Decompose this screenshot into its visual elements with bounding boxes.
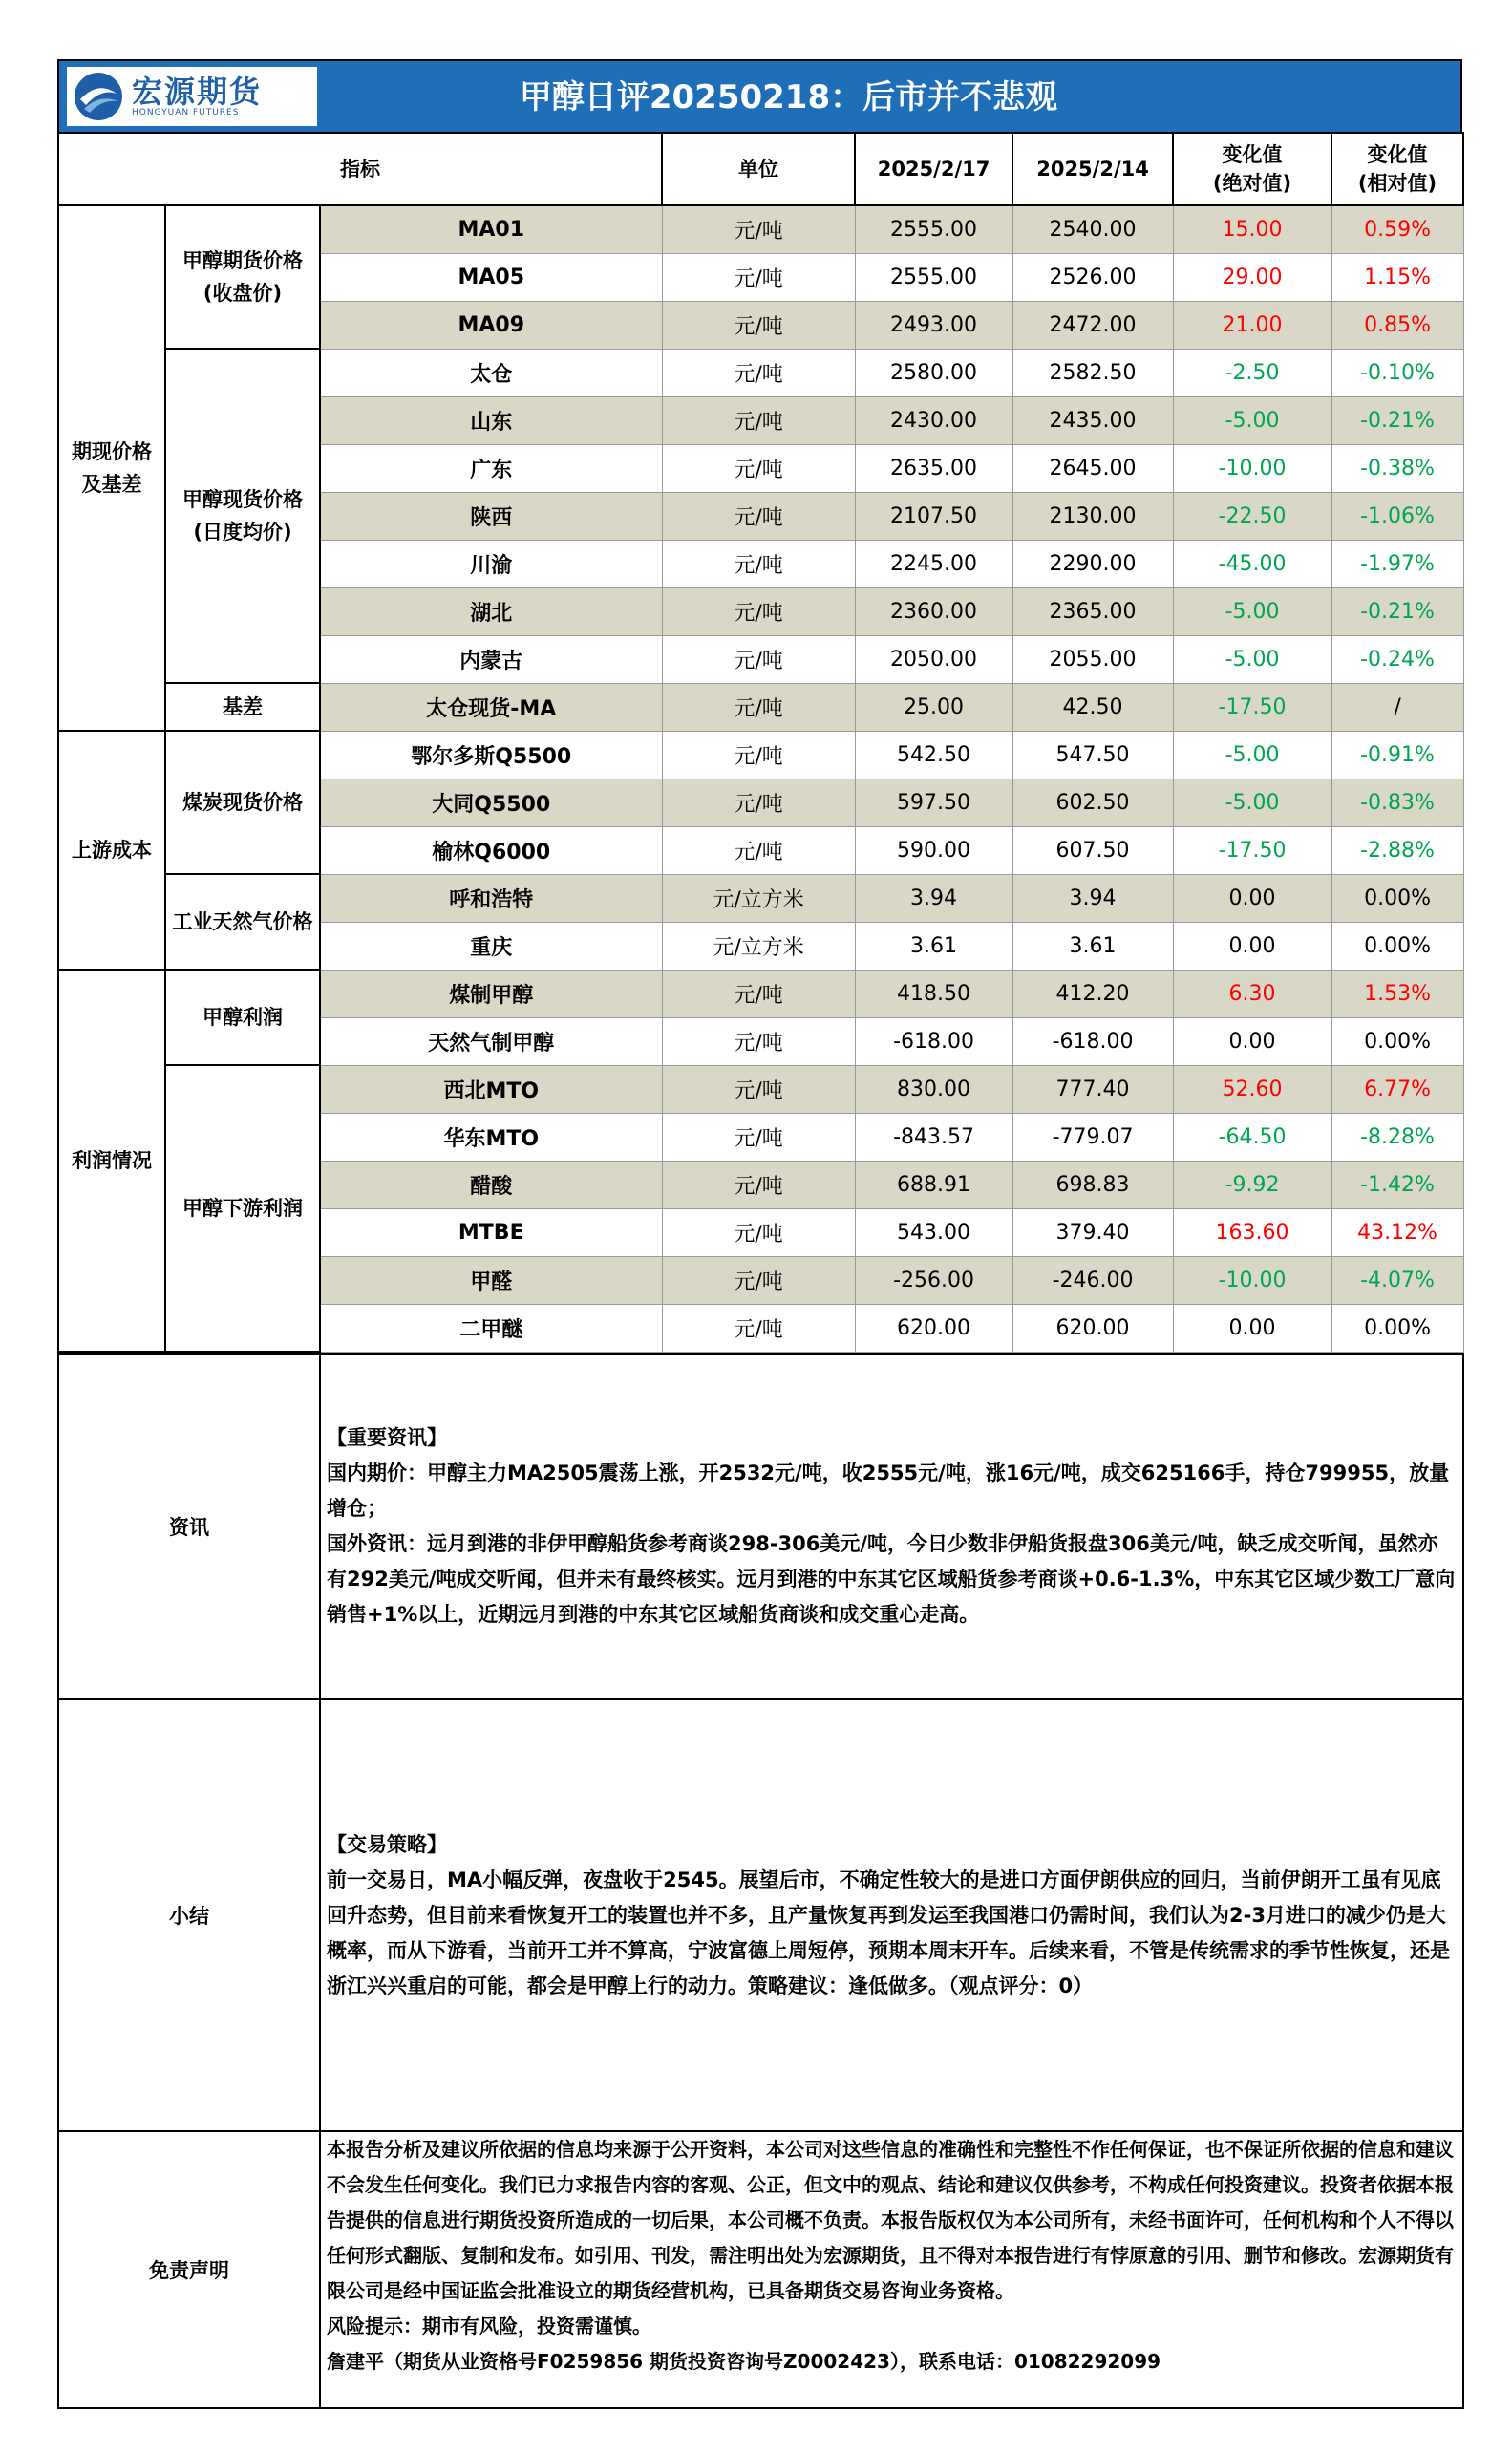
cell-value-1: 418.50 [855, 970, 1012, 1017]
cell-name: 天然气制甲醇 [320, 1017, 662, 1065]
subcat-coal-price: 煤炭现货价格 [165, 731, 320, 874]
news-paragraph-2: 国外资讯：远月到港的非伊甲醇船货参考商谈298-306美元/吨，今日少数非伊船货报盘306美元/吨，缺乏成交听闻，虽然亦有292美元/吨成交听闻，但并未有最终核实。远月到港的中东其它区域船货参考商谈+0.6-1.3%，中东其它区域少数工厂意向销售+1%以上，近期远月到港的中东其它区域船货商谈和成交重心走高。 [327, 1532, 1456, 1626]
news-label: 资讯 [58, 1354, 320, 1699]
cell-change-abs: 163.60 [1173, 1208, 1331, 1256]
analyst-info: 詹建平（期货从业资格号F0259856 期货投资咨询号Z0002423），联系电话：01082292099 [327, 2350, 1161, 2373]
cell-value-1: 590.00 [855, 826, 1012, 874]
cell-name: 华东MTO [320, 1113, 662, 1161]
cell-change-rel: 0.59% [1331, 205, 1463, 253]
cell-name: 甲醛 [320, 1256, 662, 1304]
cell-unit: 元/吨 [662, 1208, 855, 1256]
cell-unit: 元/吨 [662, 683, 855, 731]
cell-change-rel: 6.77% [1331, 1065, 1463, 1113]
cell-name: 湖北 [320, 587, 662, 635]
cell-unit: 元/吨 [662, 1113, 855, 1161]
cell-change-rel: 0.00% [1331, 1304, 1463, 1352]
cell-value-1: 2555.00 [855, 205, 1012, 253]
cell-name: 西北MTO [320, 1065, 662, 1113]
cell-name: 川渝 [320, 540, 662, 587]
news-body [320, 1354, 1463, 1699]
cell-value-1: 3.61 [855, 922, 1012, 970]
cell-value-1: 25.00 [855, 683, 1012, 731]
cell-value-1: 2360.00 [855, 587, 1012, 635]
cell-change-abs: -5.00 [1173, 587, 1331, 635]
cell-value-1: -618.00 [855, 1017, 1012, 1065]
cell-name: 内蒙古 [320, 635, 662, 683]
cell-change-rel: -1.97% [1331, 540, 1463, 587]
cell-unit: 元/立方米 [662, 922, 855, 970]
cell-unit: 元/吨 [662, 205, 855, 253]
cell-change-abs: -5.00 [1173, 635, 1331, 683]
cell-value-1: 620.00 [855, 1304, 1012, 1352]
disclaimer-body [320, 2131, 1463, 2408]
cell-change-rel: -0.21% [1331, 587, 1463, 635]
cell-value-2: 3.94 [1012, 874, 1173, 922]
cell-unit: 元/吨 [662, 826, 855, 874]
cell-change-abs: -2.50 [1173, 349, 1331, 396]
news-paragraph-1: 国内期价：甲醇主力MA2505震荡上涨，开2532元/吨，收2555元/吨，涨16元/吨，成交625166手，持仓799955，放量增仓； [327, 1462, 1450, 1520]
cell-unit: 元/立方米 [662, 874, 855, 922]
cell-unit: 元/吨 [662, 444, 855, 492]
cell-unit: 元/吨 [662, 1256, 855, 1304]
cell-change-abs: -45.00 [1173, 540, 1331, 587]
cell-change-abs: -17.50 [1173, 826, 1331, 874]
cell-change-abs: 0.00 [1173, 874, 1331, 922]
cell-change-rel: -0.83% [1331, 779, 1463, 826]
cell-change-abs: -5.00 [1173, 731, 1331, 779]
cell-value-2: 777.40 [1012, 1065, 1173, 1113]
cell-change-abs: 29.00 [1173, 253, 1331, 301]
cell-change-abs: -5.00 [1173, 779, 1331, 826]
cell-unit: 元/吨 [662, 396, 855, 444]
cell-name: 呼和浩特 [320, 874, 662, 922]
cell-name: 重庆 [320, 922, 662, 970]
cell-change-rel: 0.00% [1331, 1017, 1463, 1065]
subcat-methanol-profit: 甲醇利润 [165, 970, 320, 1065]
cell-unit: 元/吨 [662, 1304, 855, 1352]
cell-name: 陕西 [320, 492, 662, 540]
cell-change-abs: 0.00 [1173, 1304, 1331, 1352]
cell-value-1: 2050.00 [855, 635, 1012, 683]
cell-unit: 元/吨 [662, 587, 855, 635]
cell-change-abs: -64.50 [1173, 1113, 1331, 1161]
cell-unit: 元/吨 [662, 970, 855, 1017]
cell-name: 广东 [320, 444, 662, 492]
cell-name: MA01 [320, 205, 662, 253]
cell-value-2: 379.40 [1012, 1208, 1173, 1256]
brand-name: 宏源期货 [132, 74, 263, 110]
cell-change-abs: -17.50 [1173, 683, 1331, 731]
cell-change-rel: -0.10% [1331, 349, 1463, 396]
cell-change-rel: -8.28% [1331, 1113, 1463, 1161]
cell-value-1: 2580.00 [855, 349, 1012, 396]
category-upstream-cost: 上游成本 [58, 731, 165, 970]
cell-name: 鄂尔多斯Q5500 [320, 731, 662, 779]
cell-value-1: 2245.00 [855, 540, 1012, 587]
cell-value-1: 543.00 [855, 1208, 1012, 1256]
cell-value-2: 2055.00 [1012, 635, 1173, 683]
cell-value-1: 2430.00 [855, 396, 1012, 444]
cell-name: 二甲醚 [320, 1304, 662, 1352]
cell-change-abs: -22.50 [1173, 492, 1331, 540]
cell-value-2: 620.00 [1012, 1304, 1173, 1352]
header-date1: 2025/2/17 [855, 133, 1012, 205]
table-row [58, 683, 1463, 731]
cell-unit: 元/吨 [662, 1017, 855, 1065]
cell-value-2: 2130.00 [1012, 492, 1173, 540]
header-date2: 2025/2/14 [1012, 133, 1173, 205]
cell-value-1: 3.94 [855, 874, 1012, 922]
disclaimer-paragraph: 本报告分析及建议所依据的信息均来源于公开资料，本公司对这些信息的准确性和完整性不作任何保证，也不保证所依据的信息和建议不会发生任何变化。我们已力求报告内容的客观、公正，但文中的观点、结论和建议仅供参考，不构成任何投资建议。投资者依据本报告提供的信息进行期货投资所造成的一切后果，本公司概不负责。本报告版权仅为本公司所有，未经书面许可，任何机构和个人不得以任何形式翻版、复制和发布。如引用、刊发，需注明出处为宏源期货，且不得对本报告进行有悖原意的引用、删节和修改。宏源期货有限公司是经中国证监会批准设立的期货经营机构，已具备期货交易咨询业务资格。 [327, 2138, 1454, 2302]
table-row [58, 1065, 1463, 1113]
cell-value-1: 542.50 [855, 731, 1012, 779]
news-heading: 【重要资讯】 [327, 1426, 447, 1449]
cell-unit: 元/吨 [662, 349, 855, 396]
cell-change-rel: / [1331, 683, 1463, 731]
cell-value-2: 3.61 [1012, 922, 1173, 970]
cell-unit: 元/吨 [662, 1161, 855, 1208]
cell-value-2: 602.50 [1012, 779, 1173, 826]
cell-value-2: 2435.00 [1012, 396, 1173, 444]
cell-change-rel: -1.06% [1331, 492, 1463, 540]
cell-change-rel: 43.12% [1331, 1208, 1463, 1256]
cell-change-abs: 52.60 [1173, 1065, 1331, 1113]
cell-value-1: 2107.50 [855, 492, 1012, 540]
cell-value-1: 2493.00 [855, 301, 1012, 349]
cell-change-abs: -9.92 [1173, 1161, 1331, 1208]
cell-unit: 元/吨 [662, 1065, 855, 1113]
subcat-spot-price: 甲醇现货价格 (日度均价) [165, 349, 320, 683]
header-row [58, 133, 1463, 205]
subcat-gas-price: 工业天然气价格 [165, 874, 320, 970]
cell-name: 太仓现货-MA [320, 683, 662, 731]
cell-value-2: 2526.00 [1012, 253, 1173, 301]
cell-value-2: 607.50 [1012, 826, 1173, 874]
cell-value-2: 412.20 [1012, 970, 1173, 1017]
cell-change-abs: 0.00 [1173, 922, 1331, 970]
summary-row [58, 1699, 1463, 2131]
cell-change-abs: 0.00 [1173, 1017, 1331, 1065]
cell-unit: 元/吨 [662, 540, 855, 587]
cell-value-2: -246.00 [1012, 1256, 1173, 1304]
header-chg-abs: 变化值 (绝对值) [1173, 133, 1331, 205]
brand-name-en: HONGYUAN FUTURES [132, 108, 240, 117]
text-table [57, 1353, 1464, 2409]
cell-value-1: 2555.00 [855, 253, 1012, 301]
cell-value-2: 547.50 [1012, 731, 1173, 779]
header-unit: 单位 [662, 133, 855, 205]
cell-value-2: 698.83 [1012, 1161, 1173, 1208]
cell-unit: 元/吨 [662, 253, 855, 301]
cell-name: MA05 [320, 253, 662, 301]
subcat-basis: 基差 [165, 683, 320, 731]
cell-change-rel: 0.00% [1331, 874, 1463, 922]
cell-change-abs: 6.30 [1173, 970, 1331, 1017]
cell-name: 大同Q5500 [320, 779, 662, 826]
cell-change-rel: -4.07% [1331, 1256, 1463, 1304]
cell-value-2: -618.00 [1012, 1017, 1173, 1065]
cell-change-rel: 1.53% [1331, 970, 1463, 1017]
summary-label: 小结 [58, 1699, 320, 2131]
cell-change-rel: 1.15% [1331, 253, 1463, 301]
cell-change-rel: 0.00% [1331, 922, 1463, 970]
cell-value-1: -843.57 [855, 1113, 1012, 1161]
cell-value-1: -256.00 [855, 1256, 1012, 1304]
header-chg-rel: 变化值 (相对值) [1331, 133, 1463, 205]
report-sheet [57, 59, 1462, 2409]
header-indicator: 指标 [58, 133, 662, 205]
cell-value-2: 2472.00 [1012, 301, 1173, 349]
cell-change-abs: -10.00 [1173, 444, 1331, 492]
cell-name: MA09 [320, 301, 662, 349]
cell-value-2: -779.07 [1012, 1113, 1173, 1161]
cell-unit: 元/吨 [662, 492, 855, 540]
disclaimer-label: 免责声明 [58, 2131, 320, 2408]
cell-name: 山东 [320, 396, 662, 444]
cell-value-1: 2635.00 [855, 444, 1012, 492]
news-row [58, 1354, 1463, 1699]
cell-change-abs: -10.00 [1173, 1256, 1331, 1304]
cell-value-2: 42.50 [1012, 683, 1173, 731]
cell-change-rel: -0.38% [1331, 444, 1463, 492]
cell-change-rel: 0.85% [1331, 301, 1463, 349]
cell-value-1: 597.50 [855, 779, 1012, 826]
cell-value-2: 2290.00 [1012, 540, 1173, 587]
table-row [58, 349, 1463, 396]
cell-name: MTBE [320, 1208, 662, 1256]
risk-notice: 风险提示：期市有风险，投资需谨慎。 [327, 2315, 651, 2338]
title-bar [57, 59, 1462, 132]
summary-body [320, 1699, 1463, 2131]
cell-name: 醋酸 [320, 1161, 662, 1208]
cell-change-abs: -5.00 [1173, 396, 1331, 444]
page-title: 甲醇日评20250218：后市并不悲观 [519, 78, 1058, 117]
cell-name: 榆林Q6000 [320, 826, 662, 874]
cell-value-2: 2645.00 [1012, 444, 1173, 492]
cell-value-2: 2365.00 [1012, 587, 1173, 635]
cell-name: 煤制甲醇 [320, 970, 662, 1017]
cell-change-rel: -0.21% [1331, 396, 1463, 444]
category-profit: 利润情况 [58, 970, 165, 1352]
table-row [58, 874, 1463, 922]
cell-value-1: 830.00 [855, 1065, 1012, 1113]
cell-value-2: 2540.00 [1012, 205, 1173, 253]
cell-change-abs: 15.00 [1173, 205, 1331, 253]
summary-paragraph: 前一交易日，MA小幅反弹，夜盘收于2545。展望后市，不确定性较大的是进口方面伊朗供应的回归，当前伊朗开工虽有见底回升态势，但目前来看恢复开工的装置也并不多，且产量恢复再到发运至我国港口仍需时间，我们认为2-3月进口的减少仍是大概率，而从下游看，当前开工并不算高，宁波富德上周短停，预期本周末开车。后续来看，不管是传统需求的季节性恢复，还是浙江兴兴重启的可能，都会是甲醇上行的动力。策略建议：逢低做多。（观点评分：0） [327, 1868, 1450, 1997]
cell-unit: 元/吨 [662, 635, 855, 683]
cell-change-rel: -0.24% [1331, 635, 1463, 683]
category-price-basis: 期现价格 及基差 [58, 205, 165, 731]
table-row [58, 970, 1463, 1017]
subcat-downstream-profit: 甲醇下游利润 [165, 1065, 320, 1352]
cell-value-2: 2582.50 [1012, 349, 1173, 396]
cell-unit: 元/吨 [662, 731, 855, 779]
cell-name: 太仓 [320, 349, 662, 396]
subcat-futures-price: 甲醇期货价格 (收盘价) [165, 205, 320, 349]
data-table [57, 132, 1464, 1353]
cell-unit: 元/吨 [662, 301, 855, 349]
disclaimer-row [58, 2131, 1463, 2408]
cell-unit: 元/吨 [662, 779, 855, 826]
table-row [58, 731, 1463, 779]
cell-change-rel: -0.91% [1331, 731, 1463, 779]
cell-change-rel: -2.88% [1331, 826, 1463, 874]
summary-heading: 【交易策略】 [327, 1832, 447, 1856]
cell-value-1: 688.91 [855, 1161, 1012, 1208]
cell-change-abs: 21.00 [1173, 301, 1331, 349]
cell-change-rel: -1.42% [1331, 1161, 1463, 1208]
table-row [58, 205, 1463, 253]
